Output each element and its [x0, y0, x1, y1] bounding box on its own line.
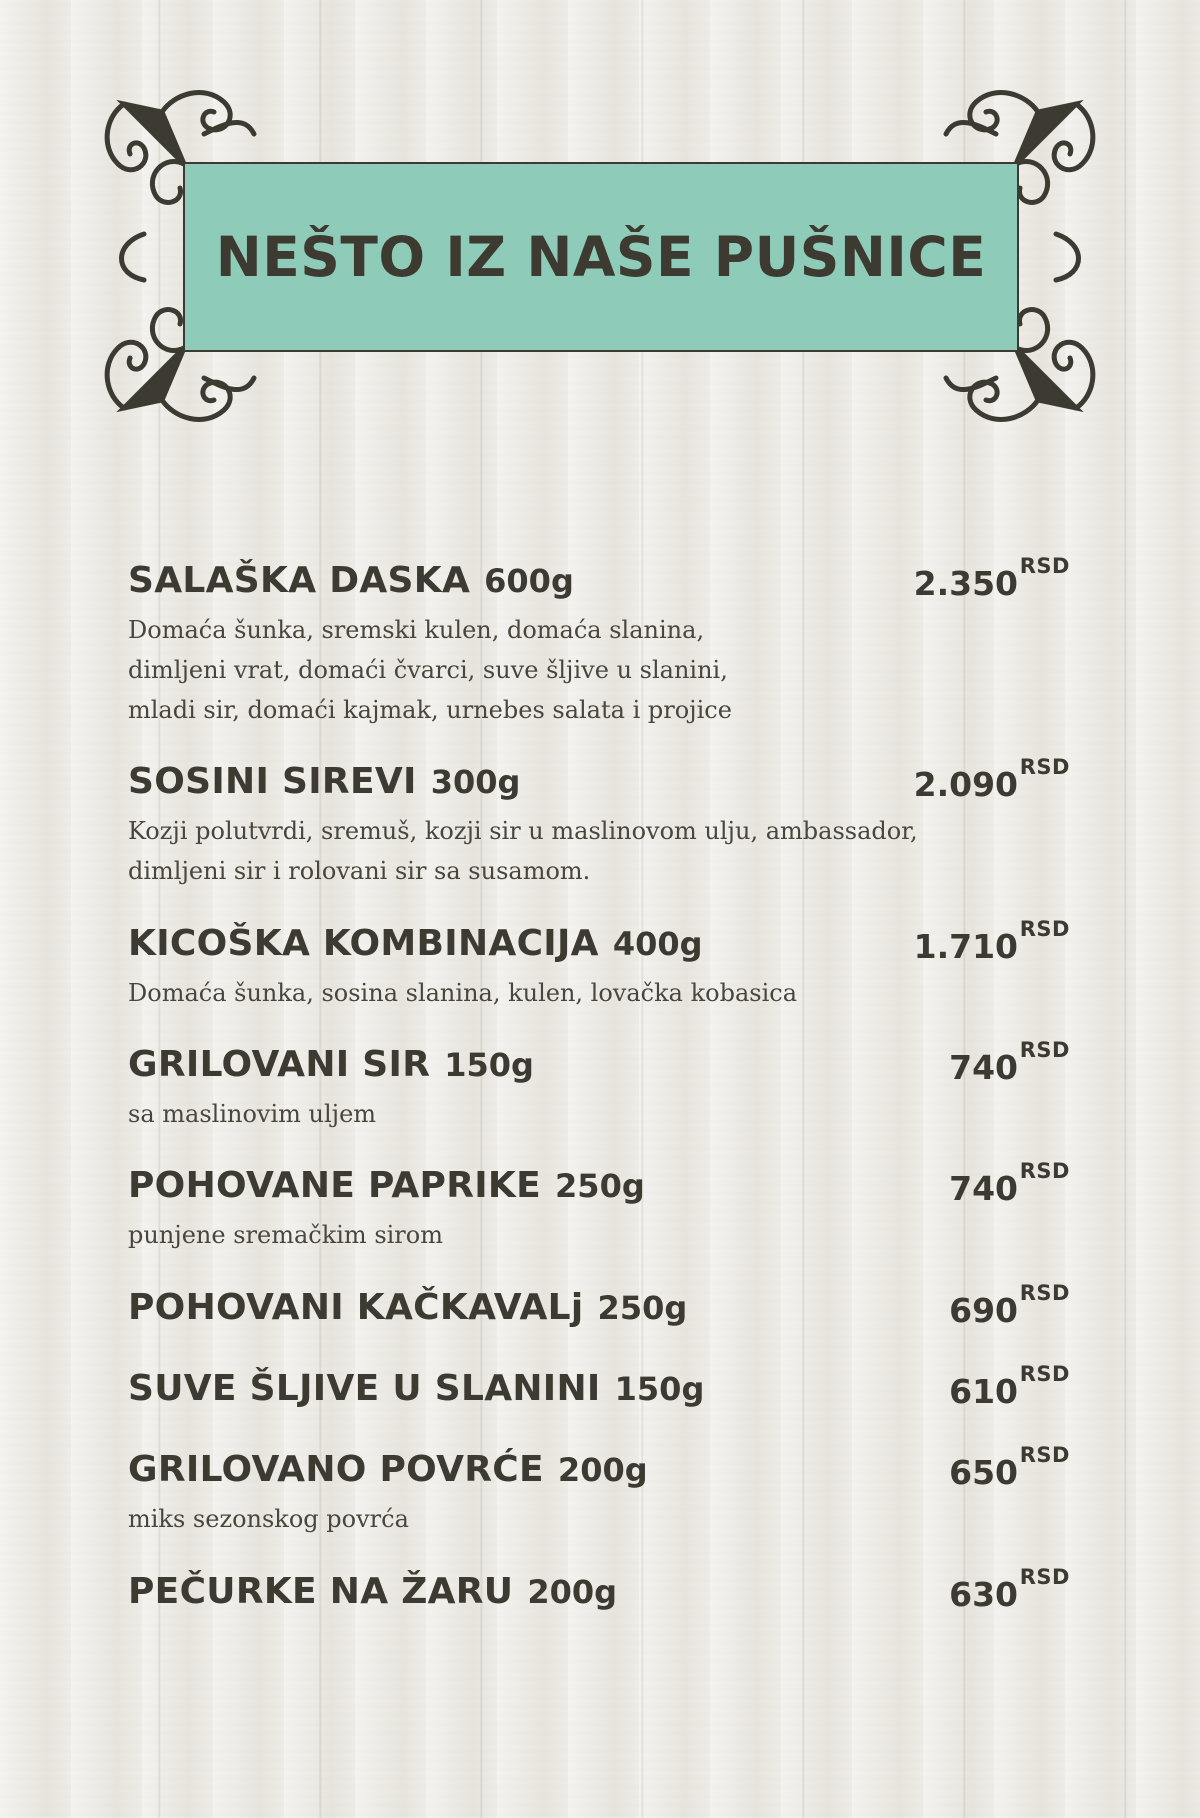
item-price: 610: [949, 1372, 1018, 1411]
menu-item-sosini-sirevi: [128, 755, 1070, 923]
item-description: Domaća šunka, sosina slanina, kulen, lovačka kobasica: [128, 979, 797, 1007]
item-weight: 250g: [555, 1167, 645, 1205]
item-description: miks sezonskog povrća: [128, 1505, 409, 1533]
item-description: sa maslinovim uljem: [128, 1100, 377, 1128]
item-price: 690: [949, 1291, 1018, 1330]
item-weight: 150g: [444, 1046, 534, 1084]
item-name: SUVE ŠLJIVE U SLANINI: [128, 1368, 601, 1409]
item-header: [128, 1571, 1070, 1621]
item-currency: RSD: [1019, 1443, 1070, 1467]
menu-item-pecurke-na-zaru: [128, 1565, 1070, 1652]
item-price: 630: [949, 1575, 1018, 1614]
menu-item-grilovani-sir: [128, 1038, 1070, 1165]
page-title: NEŠTO IZ NAŠE PUŠNICE: [215, 225, 987, 289]
item-weight: 150g: [614, 1370, 705, 1408]
item-name: KICOŠKA KOMBINACIJA: [128, 923, 599, 964]
menu-item-pohovane-paprike: [128, 1159, 1070, 1287]
item-name: SOSINI SIREVI: [128, 761, 417, 802]
item-name: POHOVANE PAPRIKE: [128, 1165, 542, 1206]
item-currency: RSD: [1019, 1159, 1070, 1183]
menu-item-kicoska-kombinacija: [128, 917, 1070, 1044]
item-weight: 200g: [557, 1451, 648, 1489]
item-currency: RSD: [1019, 1362, 1070, 1386]
item-name: POHOVANI KAČKAVALj: [128, 1287, 584, 1328]
item-currency: RSD: [1019, 554, 1070, 578]
item-header: [128, 1287, 1070, 1337]
menu-item-suve-sljive-u-slanini: [128, 1362, 1070, 1449]
item-weight: 600g: [484, 562, 574, 600]
item-name: PEČURKE NA ŽARU: [128, 1571, 514, 1612]
item-price: 1.710: [913, 927, 1018, 966]
item-currency: RSD: [1019, 917, 1070, 941]
item-weight: 300g: [430, 763, 521, 801]
item-weight: 200g: [527, 1573, 618, 1611]
item-currency: RSD: [1019, 1038, 1070, 1062]
item-weight: 250g: [597, 1289, 688, 1327]
item-currency: RSD: [1019, 1565, 1070, 1589]
item-price: 740: [949, 1169, 1018, 1208]
item-currency: RSD: [1019, 755, 1070, 779]
item-header: [128, 1368, 1070, 1418]
item-price: 2.090: [913, 765, 1018, 804]
item-header: [128, 1449, 1070, 1499]
menu-item-grilovano-povrce: [128, 1443, 1070, 1571]
item-price: 740: [949, 1048, 1018, 1087]
item-header: [128, 1165, 1070, 1215]
item-description: punjene sremačkim sirom: [128, 1221, 443, 1249]
item-name: GRILOVANO POVRĆE: [128, 1449, 544, 1490]
title-band: [183, 162, 1019, 352]
menu-item-pohovani-kackavalj: [128, 1281, 1070, 1368]
item-currency: RSD: [1019, 1281, 1070, 1305]
item-price: 2.350: [913, 564, 1018, 603]
item-description: Domaća šunka, sremski kulen, domaća slanina, dimljeni vrat, domaći čvarci, suve šljive u slanini, mladi sir, domaći kajmak, urnebes salata i projice: [128, 616, 732, 724]
menu-item-salaska-daska: [128, 554, 1070, 761]
menu-list: [128, 554, 1070, 1652]
item-weight: 400g: [612, 925, 703, 963]
item-description: Kozji polutvrdi, sremuš, kozji sir u maslinovom ulju, ambassador, dimljeni sir i rolovani sir sa susamom.: [128, 817, 918, 885]
item-name: GRILOVANI SIR: [128, 1044, 431, 1085]
item-header: [128, 1044, 1070, 1094]
item-name: SALAŠKA DASKA: [128, 560, 471, 601]
item-price: 650: [949, 1453, 1018, 1492]
